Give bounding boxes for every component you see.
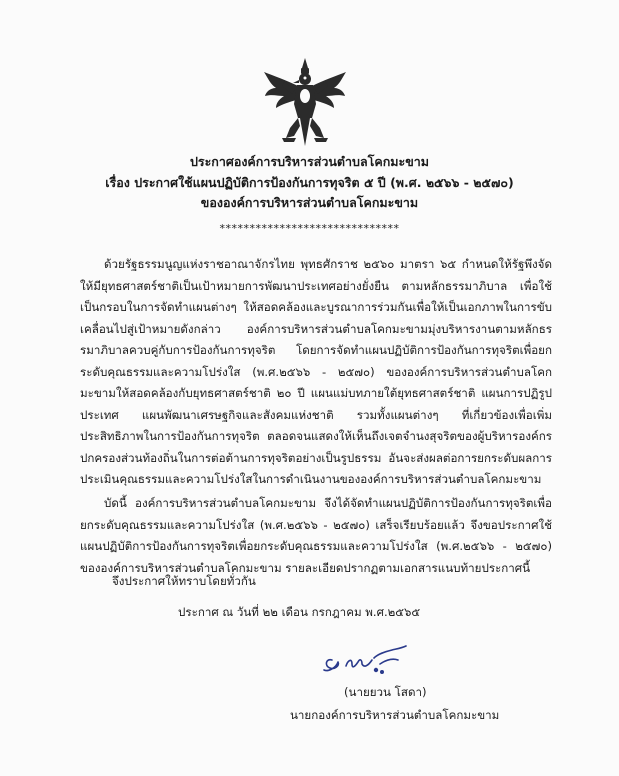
announcement-subject: เรื่อง ประกาศใช้แผนปฏิบัติการป้องกันการทุจริต ๕ ปี (พ.ศ. ๒๕๖๖ - ๒๕๗๐)	[105, 175, 514, 190]
handwritten-signature	[318, 640, 413, 680]
announcement-title: ประกาศองค์การบริหารส่วนตำบลโคกมะขาม	[189, 154, 430, 169]
announcement-organization: ขององค์การบริหารส่วนตำบลโคกมะขาม	[200, 195, 419, 210]
garuda-emblem	[262, 56, 348, 148]
date-line: ประกาศ ณ วันที่ ๒๒ เดือน กรกฎาคม พ.ศ.๒๕๖๕	[178, 605, 421, 619]
body-paragraph-2: บัดนี้ องค์การบริหารส่วนตำบลโคกมะขาม จึงได้จัดทำแผนปฏิบัติการป้องกันการทุจริตเพื่อยกระดับคุณธรรมและความโปร่งใส (พ.ศ.๒๕๖๖ - ๒๕๗๐) เสร็จเรียบร้อยแล้ว จึงขอประกาศใช้แผนปฏิบัติการป้องกันการทุจริตเพื่อยกระดับคุณธรรมและความโปร่งใส (พ.ศ.๒๕๖๖ - ๒๕๗๐) ขององค์การบริหารส่วนตำบลโคกมะขาม รายละเอียดปรากฏตามเอกสารแนบท้ายประกาศนี้	[80, 496, 552, 575]
star-divider: ******************************	[219, 222, 400, 235]
signatory-position: นายกองค์การบริหารส่วนตำบลโคกมะขาม	[290, 708, 500, 722]
signatory-name: (นายยวน โสดา)	[344, 685, 427, 699]
announce-line: จึงประกาศให้ทราบโดยทั่วกัน	[112, 574, 256, 588]
body-paragraph-1: ด้วยรัฐธรรมนูญแห่งราชอาณาจักรไทย พุทธศักราช ๒๕๖๐ มาตรา ๖๕ กำหนดให้รัฐพึงจัดให้มียุทธศาสตร์ชาติเป็นเป้าหมายการพัฒนาประเทศอย่างยั่งยืน ตามหลักธรรมาภิบาล เพื่อใช้เป็นกรอบในการจัดทำแผนต่างๆ ให้สอดคล้องและบูรณาการร่วมกันเพื่อให้เป็นเอกภาพในการขับเคลื่อนไปสู่เป้าหมายดังกล่าว องค์การบริหารส่วนตำบลโคกมะขามมุ่งบริหารงานตามหลักธรรมาภิบาลควบคู่กับการป้องกันการทุจริต โดยการจัดทำแผนปฏิบัติการป้องกันการทุจริตเพื่อยกระดับคุณธรรมและความโปร่งใส (พ.ศ.๒๕๖๖ - ๒๕๗๐) ขององค์การบริหารส่วนตำบลโคกมะขามให้สอดคล้องกับยุทธศาสตร์ชาติ ๒๐ ปี แผนแม่บทภายใต้ยุทธศาสตร์ชาติ แผนการปฏิรูปประเทศ แผนพัฒนาเศรษฐกิจและสังคมแห่งชาติ รวมทั้งแผนต่างๆ ที่เกี่ยวข้องเพื่อเพิ่มประสิทธิภาพในการป้องกันการทุจริต ตลอดจนแสดงให้เห็นถึงเจตจำนงสุจริตของผู้บริหารองค์กรปกครองส่วนท้องถิ่นในการต่อต้านการทุจริตอย่างเป็นรูปธรรม อันจะส่งผลต่อการยกระดับผลการประเมินคุณธรรมและความโปร่งใสในการดำเนินงานขององค์การบริหารส่วนตำบลโคกมะขาม	[80, 257, 552, 486]
